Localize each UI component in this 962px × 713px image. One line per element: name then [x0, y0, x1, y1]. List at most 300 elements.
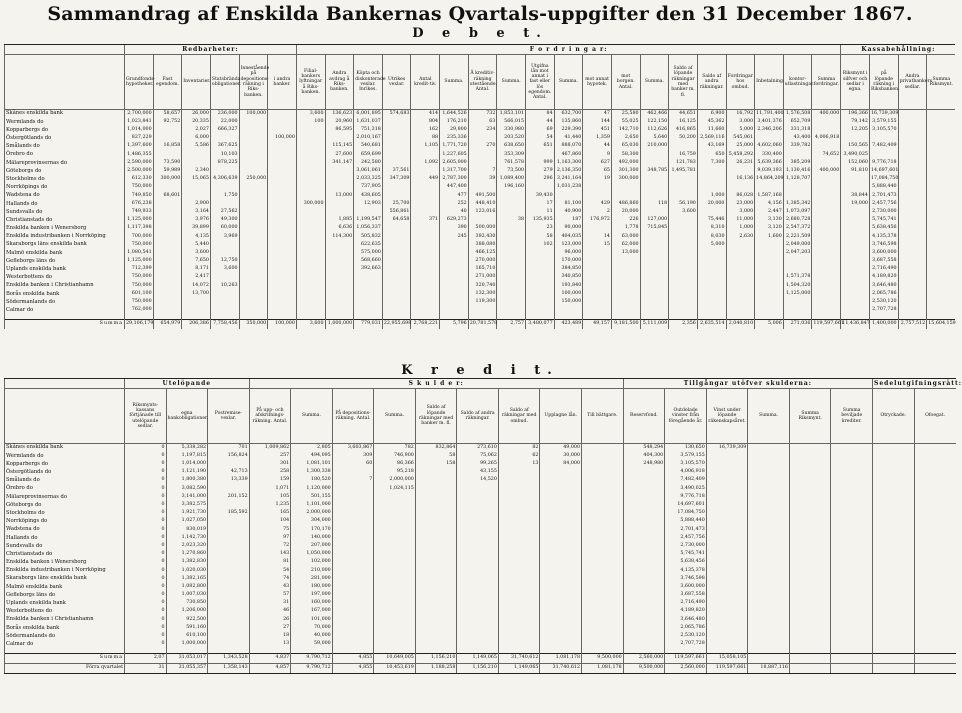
kredit-cell — [831, 477, 873, 485]
kredit-cell — [332, 632, 374, 640]
debet-cell: 229,390 — [554, 126, 583, 134]
debet-cell — [468, 307, 497, 315]
debet-cell: 1,504,320 — [783, 282, 812, 290]
kredit-cell: 165 — [249, 510, 291, 518]
debet-cell: 39 — [468, 176, 497, 184]
debet-cell: 300,000 — [153, 176, 182, 184]
bank-name: Skånes enskilda bank — [5, 444, 125, 453]
bank-name: Westerbottens do — [5, 274, 125, 282]
kredit-cell: 2,457,756 — [665, 534, 707, 542]
debet-cell — [841, 135, 870, 143]
kredit-cell: 0 — [125, 559, 167, 567]
kredit-previous-quarter-cell: 1,081,178 — [582, 663, 624, 673]
kredit-cell: 46 — [249, 608, 291, 616]
debet-cell: 245 — [440, 233, 469, 241]
debet-cell — [382, 159, 411, 167]
debet-cell: 477 — [440, 192, 469, 200]
kredit-cell — [872, 608, 914, 616]
debet-cell: 11,660 — [697, 126, 726, 134]
debet-cell: 176,972 — [583, 216, 612, 224]
kredit-cell — [457, 518, 499, 526]
bank-name: Malmö enskilda bank — [5, 583, 125, 591]
kredit-cell: 60 — [332, 460, 374, 468]
debet-cell: 347,309 — [382, 176, 411, 184]
kredit-cell — [748, 608, 790, 616]
debet-cell: 142,710 — [611, 126, 640, 134]
bank-name: Östergötlands do — [5, 469, 125, 477]
kredit-cell — [789, 591, 831, 599]
debet-summa-cell: 119,597,661 — [812, 319, 841, 329]
debet-cell: 1,073,097 — [783, 208, 812, 216]
debet-cell: 762,000 — [125, 307, 154, 315]
kredit-cell: 99,265 — [457, 460, 499, 468]
debet-summa-cell: 100,000 — [268, 319, 297, 329]
debet-cell — [841, 241, 870, 249]
debet-cell: 13,700 — [182, 290, 211, 298]
kredit-cell — [914, 550, 956, 558]
debet-cell: 1,000 — [726, 225, 755, 233]
debet-cell — [239, 233, 268, 241]
kredit-cell: 1,120,000 — [291, 485, 333, 493]
kredit-cell: 1,800,380 — [166, 477, 208, 485]
debet-cell: 44 — [526, 118, 555, 126]
debet-cell — [325, 290, 354, 298]
kredit-cell — [748, 501, 790, 509]
debet-cell — [325, 307, 354, 315]
bank-name: Borås enskilda bank — [5, 290, 125, 298]
debet-column-header: Utrikes vexlar. — [382, 55, 411, 110]
debet-cell — [354, 208, 383, 216]
debet-cell — [697, 298, 726, 306]
kredit-cell: 0 — [125, 550, 167, 558]
debet-cell — [583, 184, 612, 192]
kredit-cell — [457, 632, 499, 640]
debet-cell — [325, 282, 354, 290]
debet-cell: 12,750 — [210, 257, 239, 265]
kredit-table-row — [5, 591, 956, 599]
debet-column-header: Filial-bankers lyftningar å Riks-banken. — [296, 55, 325, 110]
debet-cell: 38,844 — [841, 192, 870, 200]
debet-cell: 39,430 — [526, 192, 555, 200]
debet-cell: 11,000 — [726, 216, 755, 224]
kredit-cell: 610,100 — [166, 632, 208, 640]
debet-cell: 41,440 — [554, 135, 583, 143]
kredit-column-header: Saldo af andra räkningar. — [457, 389, 499, 444]
kredit-cell: 59,000 — [291, 641, 333, 649]
debet-cell — [497, 225, 526, 233]
debet-cell: 1,885 — [325, 216, 354, 224]
kredit-cell — [789, 567, 831, 575]
kredit-summa-cell: 119,597,661 — [665, 653, 707, 663]
kredit-previous-quarter-cell: 119,597,661 — [706, 663, 748, 673]
debet-cell: 16,125 — [669, 118, 698, 126]
kredit-cell — [332, 534, 374, 542]
kredit-cell — [831, 575, 873, 583]
kredit-table-row — [5, 493, 956, 501]
debet-cell — [153, 216, 182, 224]
kredit-cell — [332, 567, 374, 575]
debet-cell: 16,858 — [153, 143, 182, 151]
debet-cell — [296, 233, 325, 241]
debet-cell: 10,263 — [210, 282, 239, 290]
debet-cell — [296, 225, 325, 233]
debet-column-header: Å kreditiv-räkning utestående. Antal. — [468, 55, 497, 110]
debet-cell — [755, 274, 784, 282]
debet-cell — [927, 159, 956, 167]
debet-cell — [554, 192, 583, 200]
kredit-cell — [208, 559, 250, 567]
debet-cell: 3,061,061 — [354, 167, 383, 175]
debet-cell: 43,169 — [697, 143, 726, 151]
debet-cell — [697, 266, 726, 274]
debet-summa-cell: 1,400,000 — [869, 319, 898, 329]
debet-cell: 59,989 — [153, 167, 182, 175]
kredit-cell: 27 — [249, 624, 291, 632]
debet-cell: 226 — [611, 216, 640, 224]
debet-cell — [296, 266, 325, 274]
kredit-cell — [415, 641, 457, 649]
kredit-cell — [706, 575, 748, 583]
kredit-cell — [582, 608, 624, 616]
debet-cell: 300,000 — [296, 200, 325, 208]
kredit-cell: 2,701,473 — [665, 526, 707, 534]
debet-cell — [239, 118, 268, 126]
bank-name: Enskilda banken i Christianhamn — [5, 282, 125, 290]
debet-cell: 1,125,000 — [125, 216, 154, 224]
kredit-cell — [374, 575, 416, 583]
debet-cell: 5,638,456 — [869, 225, 898, 233]
debet-cell — [210, 307, 239, 315]
debet-cell — [268, 241, 297, 249]
debet-cell: 651 — [526, 143, 555, 151]
debet-cell — [755, 290, 784, 298]
kredit-cell — [415, 624, 457, 632]
kredit-cell: 1,082,800 — [166, 583, 208, 591]
debet-column-header: Grundfonds-hypotheker. — [125, 55, 154, 110]
debet-cell — [898, 257, 927, 265]
debet-table-row — [5, 233, 956, 241]
kredit-summa-cell: 31,740,612 — [498, 653, 540, 663]
debet-cell: 150,000 — [554, 298, 583, 306]
debet-summa-label: Summa — [5, 319, 125, 329]
debet-cell: 1,600 — [755, 233, 784, 241]
kredit-cell — [457, 550, 499, 558]
kredit-cell: 5,338,282 — [166, 444, 208, 453]
debet-cell — [669, 225, 698, 233]
debet-cell — [382, 126, 411, 134]
kredit-cell: 82 — [498, 444, 540, 453]
bank-name: Skaraborgs läns enskilda bank — [5, 575, 125, 583]
debet-cell — [296, 151, 325, 159]
kredit-cell — [789, 452, 831, 460]
debet-summa-cell: 2,768,221 — [411, 319, 440, 329]
debet-cell — [153, 266, 182, 274]
debet-cell — [239, 208, 268, 216]
bank-name: Enskilda banken i Wenersborg — [5, 225, 125, 233]
kredit-cell — [332, 518, 374, 526]
debet-cell — [296, 208, 325, 216]
debet-cell: 2,033,325 — [354, 176, 383, 184]
debet-cell — [898, 298, 927, 306]
debet-cell: 170,000 — [554, 257, 583, 265]
kredit-cell — [872, 534, 914, 542]
debet-cell: 2,340 — [182, 167, 211, 175]
debet-cell: 16,136 — [726, 176, 755, 184]
kredit-cell — [332, 583, 374, 591]
debet-cell — [382, 298, 411, 306]
kredit-cell: 3,646,480 — [665, 616, 707, 624]
debet-cell: 749,933 — [125, 208, 154, 216]
kredit-cell — [415, 567, 457, 575]
bank-name: Kopparbergs do — [5, 460, 125, 468]
kredit-cell — [789, 510, 831, 518]
kredit-cell — [748, 600, 790, 608]
debet-table-row — [5, 216, 956, 224]
debet-cell: 25,000 — [726, 143, 755, 151]
debet-cell — [411, 290, 440, 298]
debet-cell — [325, 266, 354, 274]
debet-cell — [869, 151, 898, 159]
debet-cell — [927, 135, 956, 143]
debet-cell — [927, 274, 956, 282]
kredit-cell — [457, 559, 499, 567]
debet-cell: 118 — [640, 200, 669, 208]
debet-cell — [268, 257, 297, 265]
kredit-table — [4, 378, 962, 674]
debet-cell: 27,562 — [210, 208, 239, 216]
kredit-cell — [706, 616, 748, 624]
kredit-group-header: Sedelutgifningsrätt: — [873, 379, 962, 387]
kredit-cell — [208, 608, 250, 616]
debet-cell — [497, 192, 526, 200]
kredit-cell — [457, 608, 499, 616]
debet-cell — [927, 184, 956, 192]
debet-cell — [927, 192, 956, 200]
debet-cell — [382, 241, 411, 249]
debet-cell — [268, 118, 297, 126]
kredit-cell — [872, 469, 914, 477]
debet-cell — [268, 266, 297, 274]
debet-cell: 2,417 — [182, 274, 211, 282]
debet-column-header: kontor-utlastningar. — [783, 55, 812, 110]
kredit-column-header: Summa. — [748, 389, 790, 444]
kredit-cell — [706, 583, 748, 591]
kredit-cell: 0 — [125, 452, 167, 460]
debet-column-header: Andra privatbankers sedlar. — [898, 55, 927, 110]
kredit-cell — [914, 460, 956, 468]
kredit-cell — [789, 600, 831, 608]
debet-cell: 1,771,720 — [440, 143, 469, 151]
debet-table-row — [5, 208, 956, 216]
debet-cell — [354, 274, 383, 282]
debet-cell — [239, 167, 268, 175]
debet-cell: 750,000 — [125, 184, 154, 192]
debet-cell — [411, 200, 440, 208]
debet-cell — [239, 307, 268, 315]
debet-cell — [583, 266, 612, 274]
kredit-cell — [748, 616, 790, 624]
debet-cell — [726, 290, 755, 298]
debet-cell — [497, 200, 526, 208]
debet-cell — [296, 192, 325, 200]
kredit-cell — [748, 526, 790, 534]
debet-cell: 3,490,025 — [841, 151, 870, 159]
kredit-cell — [831, 493, 873, 501]
kredit-cell — [748, 641, 790, 649]
kredit-cell — [540, 526, 582, 534]
debet-cell: 43,400 — [783, 135, 812, 143]
kredit-cell — [374, 641, 416, 649]
kredit-cell — [914, 616, 956, 624]
kredit-cell — [789, 550, 831, 558]
debet-cell — [210, 184, 239, 192]
debet-cell — [812, 298, 841, 306]
debet-cell: 1,227,605 — [440, 151, 469, 159]
debet-cell: 84 — [526, 110, 555, 119]
debet-cell — [526, 257, 555, 265]
kredit-cell — [789, 501, 831, 509]
debet-cell — [325, 184, 354, 192]
debet-cell: 341,147 — [325, 159, 354, 167]
kredit-cell — [872, 600, 914, 608]
kredit-previous-quarter-cell: 1,149,065 — [498, 663, 540, 673]
kredit-cell — [208, 591, 250, 599]
debet-table-row — [5, 282, 956, 290]
kredit-cell: 18 — [249, 632, 291, 640]
kredit-cell — [789, 559, 831, 567]
kredit-cell — [582, 616, 624, 624]
kredit-column-header: Saldo af räkningar med ombud. — [498, 389, 540, 444]
debet-cell — [182, 298, 211, 306]
debet-cell: 14 — [583, 233, 612, 241]
kredit-cell — [498, 567, 540, 575]
kredit-table-row — [5, 641, 956, 649]
debet-cell — [898, 200, 927, 208]
kredit-cell: 494,095 — [291, 452, 333, 460]
kredit-cell: 31 — [249, 600, 291, 608]
debet-cell: 86,028 — [726, 192, 755, 200]
kredit-cell: 95,218 — [374, 469, 416, 477]
debet-cell: 5,640 — [640, 135, 669, 143]
kredit-cell — [415, 477, 457, 485]
debet-cell — [296, 216, 325, 224]
debet-cell: 384,850 — [554, 266, 583, 274]
bank-name: Enskilda industribanken i Norrköping — [5, 233, 125, 241]
debet-cell: 1,631,037 — [354, 118, 383, 126]
bank-name: Östergötlands do — [5, 135, 125, 143]
debet-cell — [497, 233, 526, 241]
kredit-cell — [332, 485, 374, 493]
debet-cell: 68,601 — [153, 192, 182, 200]
kredit-cell — [582, 600, 624, 608]
debet-cell — [898, 110, 927, 119]
bank-name: Wermlands do — [5, 452, 125, 460]
kredit-cell: 830,019 — [166, 526, 208, 534]
bank-name: Örebro do — [5, 151, 125, 159]
kredit-cell — [914, 641, 956, 649]
kredit-cell — [623, 518, 665, 526]
debet-cell — [726, 167, 755, 175]
kredit-cell: 201,152 — [208, 493, 250, 501]
kredit-cell: 167,000 — [291, 608, 333, 616]
debet-cell — [669, 282, 698, 290]
debet-cell — [268, 216, 297, 224]
kredit-cell: 5,888,440 — [665, 518, 707, 526]
debet-cell — [898, 274, 927, 282]
kredit-cell: 1,050,000 — [291, 550, 333, 558]
debet-cell: 12,903 — [354, 200, 383, 208]
kredit-cell: 2,530,120 — [665, 632, 707, 640]
debet-cell: 2,680,728 — [783, 216, 812, 224]
debet-cell — [468, 151, 497, 159]
page-title: Sammandrag af Enskilda Bankernas Qvartals-uppgifter den 31 December 1867. — [47, 3, 913, 25]
kredit-cell — [540, 559, 582, 567]
kredit-cell — [748, 485, 790, 493]
kredit-cell: 1,921,730 — [166, 510, 208, 518]
debet-cell — [411, 274, 440, 282]
debet-cell — [526, 282, 555, 290]
kredit-cell — [582, 485, 624, 493]
kredit-cell: 14,697,601 — [665, 501, 707, 509]
kredit-cell: 14,520 — [457, 477, 499, 485]
debet-cell — [726, 298, 755, 306]
debet-cell: 2,500,000 — [125, 167, 154, 175]
kredit-cell — [872, 477, 914, 485]
debet-cell — [669, 241, 698, 249]
debet-cell: 250,000 — [239, 176, 268, 184]
debet-cell — [497, 298, 526, 306]
debet-cell — [239, 225, 268, 233]
kredit-cell — [540, 616, 582, 624]
debet-cell: 102 — [526, 241, 555, 249]
debet-cell: 348,785 — [640, 167, 669, 175]
debet-cell: 392,430 — [468, 233, 497, 241]
debet-cell: 196,366 — [841, 110, 870, 119]
kredit-cell — [457, 583, 499, 591]
debet-cell — [411, 167, 440, 175]
debet-cell: 2,027 — [182, 126, 211, 134]
debet-cell — [755, 307, 784, 315]
debet-cell: 56,190 — [669, 200, 698, 208]
debet-cell — [611, 266, 640, 274]
kredit-cell — [789, 526, 831, 534]
kredit-cell: 1,235 — [249, 501, 291, 509]
bank-name: Wermlands do — [5, 118, 125, 126]
bank-name: Göteborgs do — [5, 501, 125, 509]
debet-cell: 1,576,508 — [783, 110, 812, 119]
debet-cell — [210, 298, 239, 306]
debet-cell: 123,016 — [468, 208, 497, 216]
kredit-table-row — [5, 632, 956, 640]
kredit-cell — [706, 591, 748, 599]
kredit-previous-quarter-cell: 4,857 — [249, 663, 291, 673]
kredit-cell: 70,000 — [291, 624, 333, 632]
kredit-cell — [831, 559, 873, 567]
kredit-cell: 1,121,190 — [166, 469, 208, 477]
debet-cell — [697, 208, 726, 216]
kredit-cell — [415, 501, 457, 509]
debet-cell: 367,625 — [210, 143, 239, 151]
debet-cell: 1,359 — [583, 135, 612, 143]
debet-cell — [268, 126, 297, 134]
kredit-cell — [748, 575, 790, 583]
kredit-cell — [582, 534, 624, 542]
kredit-cell — [415, 591, 457, 599]
debet-cell — [239, 282, 268, 290]
debet-table-row — [5, 249, 956, 257]
debet-cell — [526, 307, 555, 315]
debet-cell: 330,400 — [755, 151, 784, 159]
